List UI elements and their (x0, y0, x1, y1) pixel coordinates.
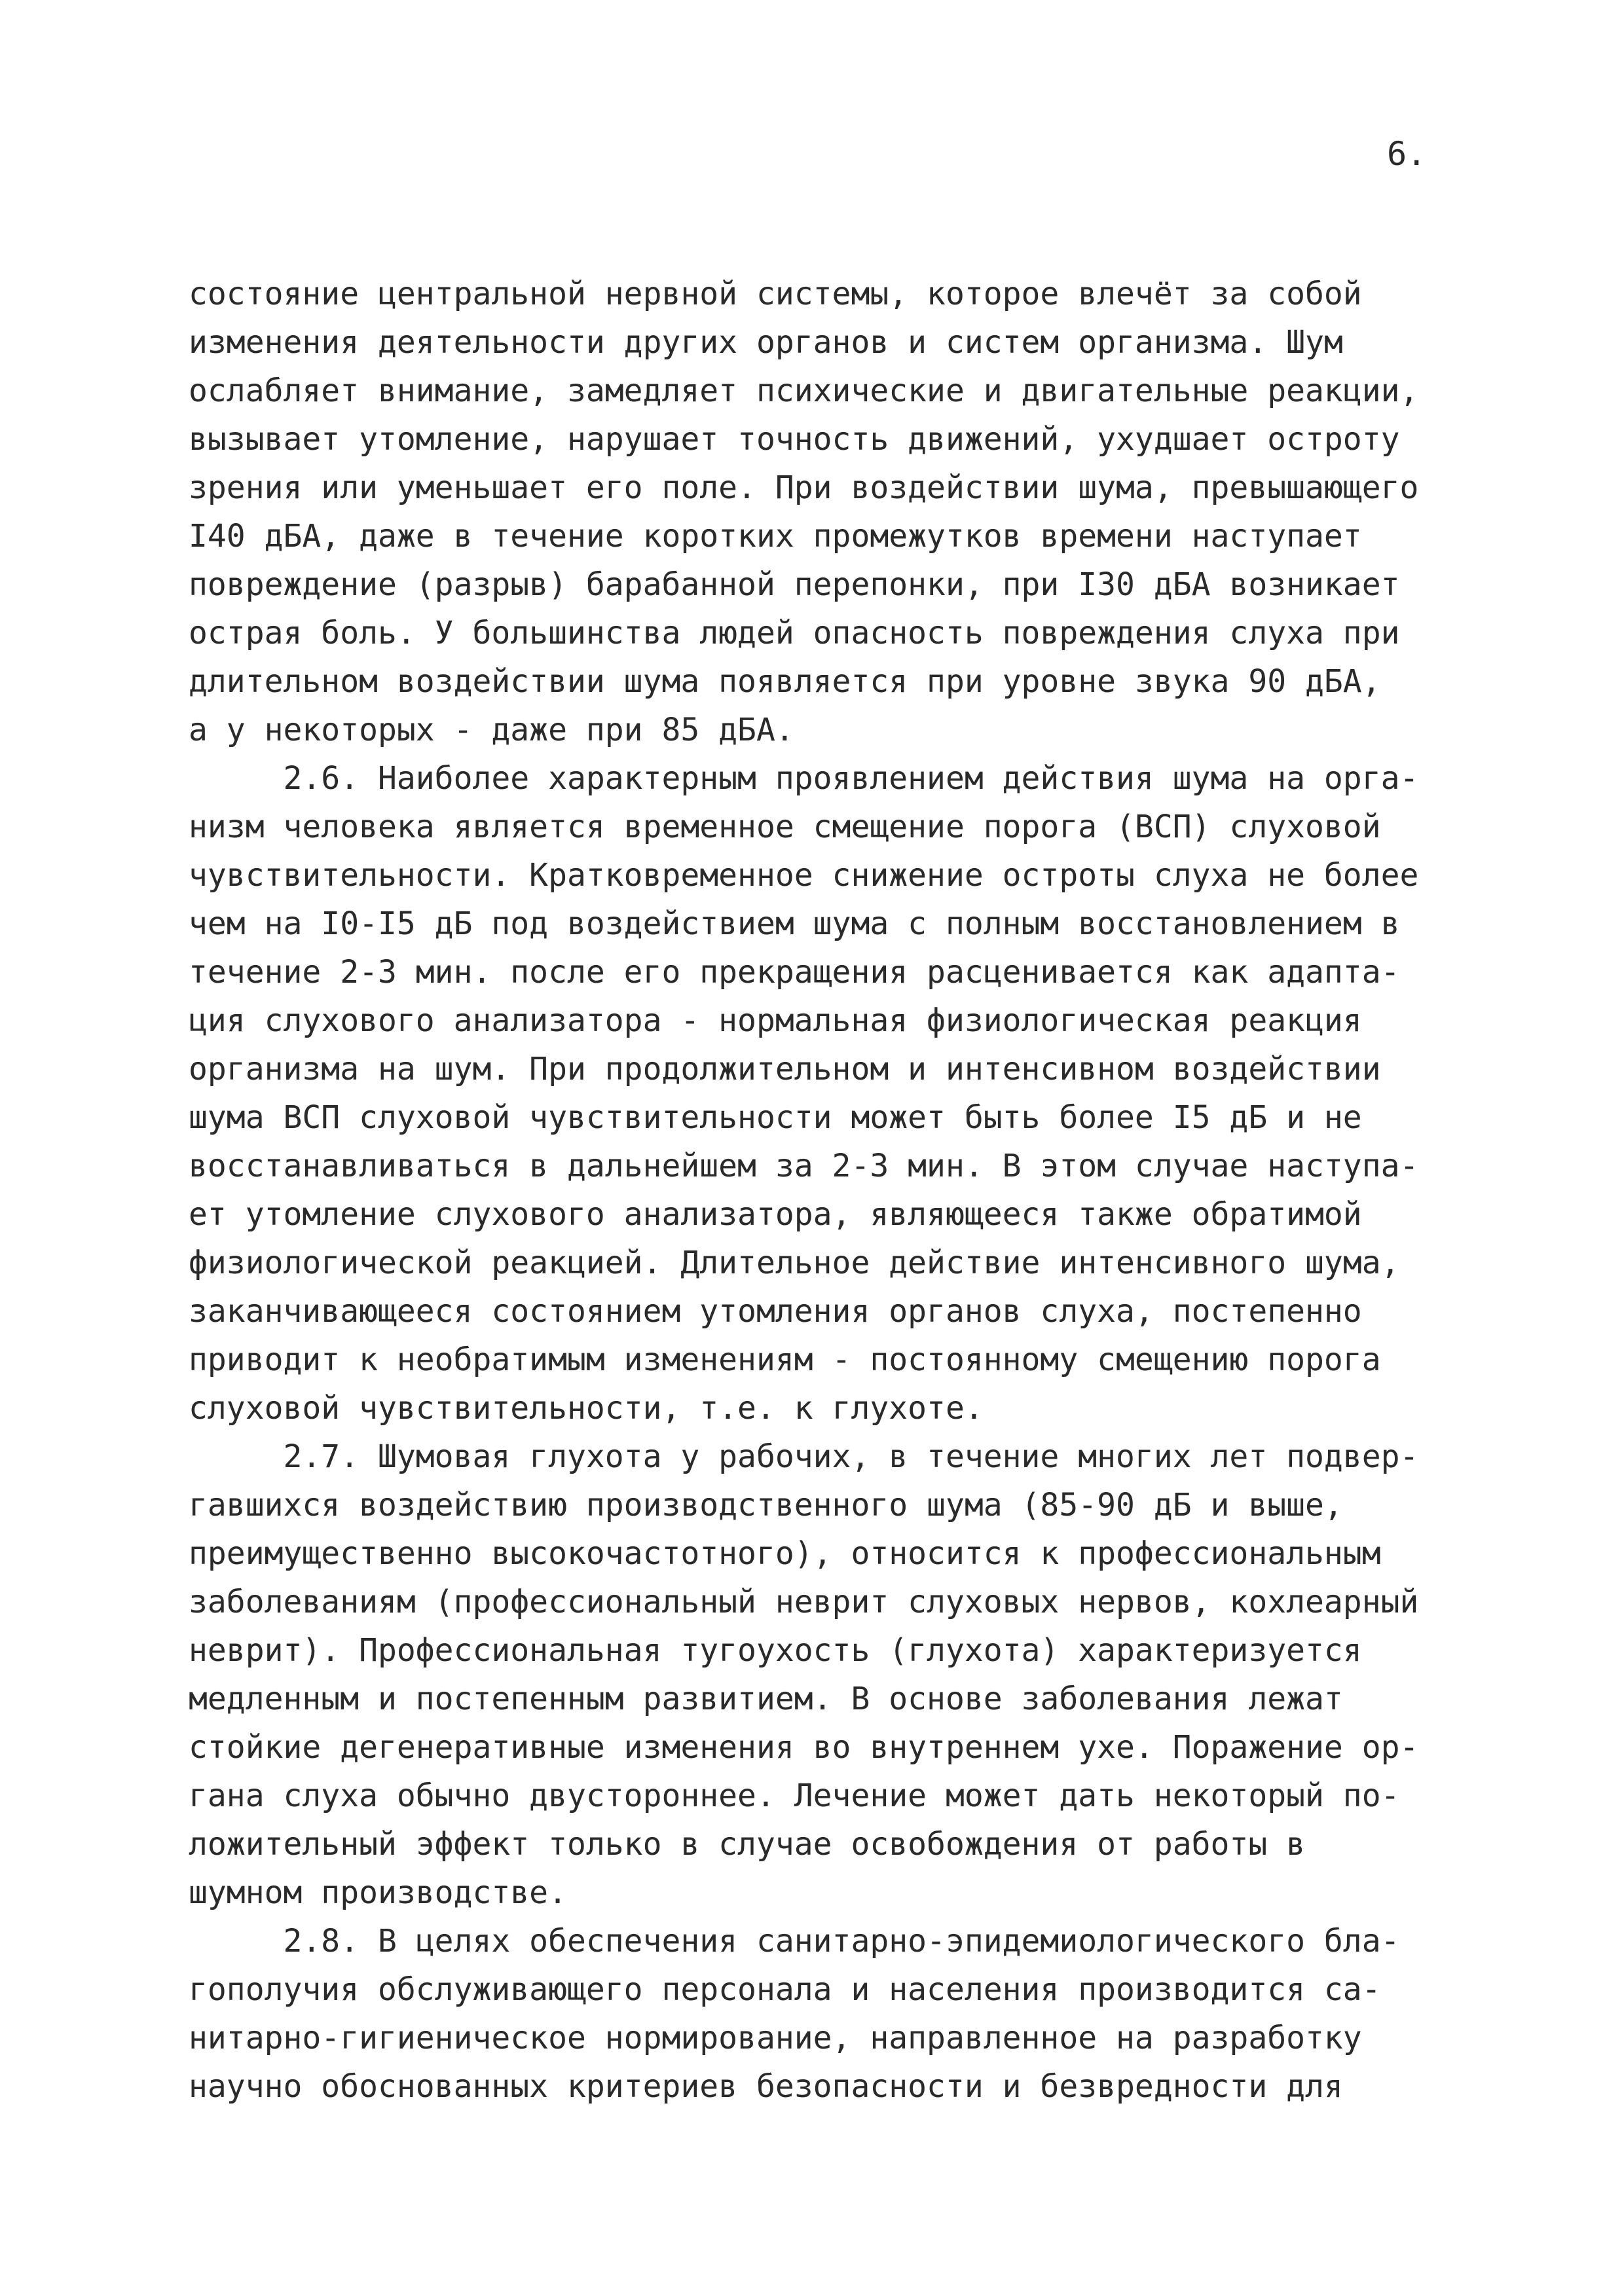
text-line: низм человека является временное смещение порога (ВСП) слуховой (189, 809, 1381, 845)
paragraph-2-6-start: 2.6. Наиболее характерным проявлением действия шума на орга- (189, 760, 1419, 797)
text-line: приводит к необратимым изменениям - постоянному смещению порога (189, 1341, 1381, 1378)
text-line: состояние центральной нервной системы, которое влечёт за собой (189, 276, 1362, 312)
text-line: шумном производстве. (189, 1874, 567, 1911)
paragraph-2-8-start: 2.8. В целях обеспечения санитарно-эпидемиологического бла- (189, 1923, 1400, 1959)
text-line: неврит). Профессиональная тугоухость (глухота) характеризуется (189, 1632, 1362, 1669)
text-line: острая боль. У большинства людей опасность повреждения слуха при (189, 615, 1400, 651)
text-line: нитарно-гигиеническое нормирование, направленное на разработку (189, 2020, 1362, 2056)
text-line: ция слухового анализатора - нормальная физиологическая реакция (189, 1002, 1362, 1039)
text-line: чем на I0-I5 дБ под воздействием шума с полным восстановлением в (189, 905, 1400, 942)
text-line: физиологической реакцией. Длительное действие интенсивного шума, (189, 1245, 1400, 1281)
text-line: повреждение (разрыв) барабанной перепонки, при I30 дБА возникает (189, 566, 1400, 603)
text-line: гана слуха обычно двустороннее. Лечение может дать некоторый по- (189, 1777, 1400, 1814)
text-line: гавшихся воздействию производственного шума (85-90 дБ и выше, (189, 1487, 1343, 1523)
text-line: слуховой чувствительности, т.е. к глухоте. (189, 1390, 984, 1427)
text-line: зрения или уменьшает его поле. При воздействии шума, превышающего (189, 469, 1419, 506)
text-line: организма на шум. При продолжительном и интенсивном воздействии (189, 1051, 1381, 1087)
text-line: гополучия обслуживающего персонала и населения производится са- (189, 1971, 1381, 2008)
text-line: научно обоснованных критериев безопасности и безвредности для (189, 2068, 1343, 2105)
text-line: ет утомление слухового анализатора, являющееся также обратимой (189, 1196, 1362, 1233)
text-line: шума ВСП слуховой чувствительности может быть более I5 дБ и не (189, 1099, 1362, 1136)
text-line: преимущественно высокочастотного), относится к профессиональным (189, 1535, 1381, 1572)
text-line: течение 2-3 мин. после его прекращения расценивается как адапта- (189, 954, 1400, 991)
paragraph-2-7-start: 2.7. Шумовая глухота у рабочих, в течение многих лет подвер- (189, 1438, 1419, 1475)
text-line: стойкие дегенеративные изменения во внутреннем ухе. Поражение ор- (189, 1729, 1419, 1766)
text-line: ложительный эффект только в случае освобождения от работы в (189, 1826, 1306, 1863)
text-line: заболеваниям (профессиональный неврит слуховых нервов, кохлеарный (189, 1584, 1419, 1620)
page-number: 6. (1387, 135, 1427, 173)
text-line: ослабляет внимание, замедляет психические и двигательные реакции, (189, 373, 1419, 409)
text-line: восстанавливаться в дальнейшем за 2-3 мин. В этом случае наступа- (189, 1148, 1419, 1184)
text-line: длительном воздействии шума появляется при уровне звука 90 дБА, (189, 663, 1381, 700)
text-line: вызывает утомление, нарушает точность движений, ухудшает остроту (189, 421, 1400, 458)
text-body (189, 270, 1505, 2111)
text-line: а у некоторых - даже при 85 дБА. (189, 712, 794, 748)
text-line: заканчивающееся состоянием утомления органов слуха, постепенно (189, 1293, 1362, 1330)
text-line: I40 дБА, даже в течение коротких промежутков времени наступает (189, 518, 1362, 555)
text-line: изменения деятельности других органов и систем организма. Шум (189, 324, 1343, 361)
text-line: чувствительности. Кратковременное снижение остроты слуха не более (189, 857, 1419, 894)
text-line: медленным и постепенным развитием. В основе заболевания лежат (189, 1681, 1343, 1717)
